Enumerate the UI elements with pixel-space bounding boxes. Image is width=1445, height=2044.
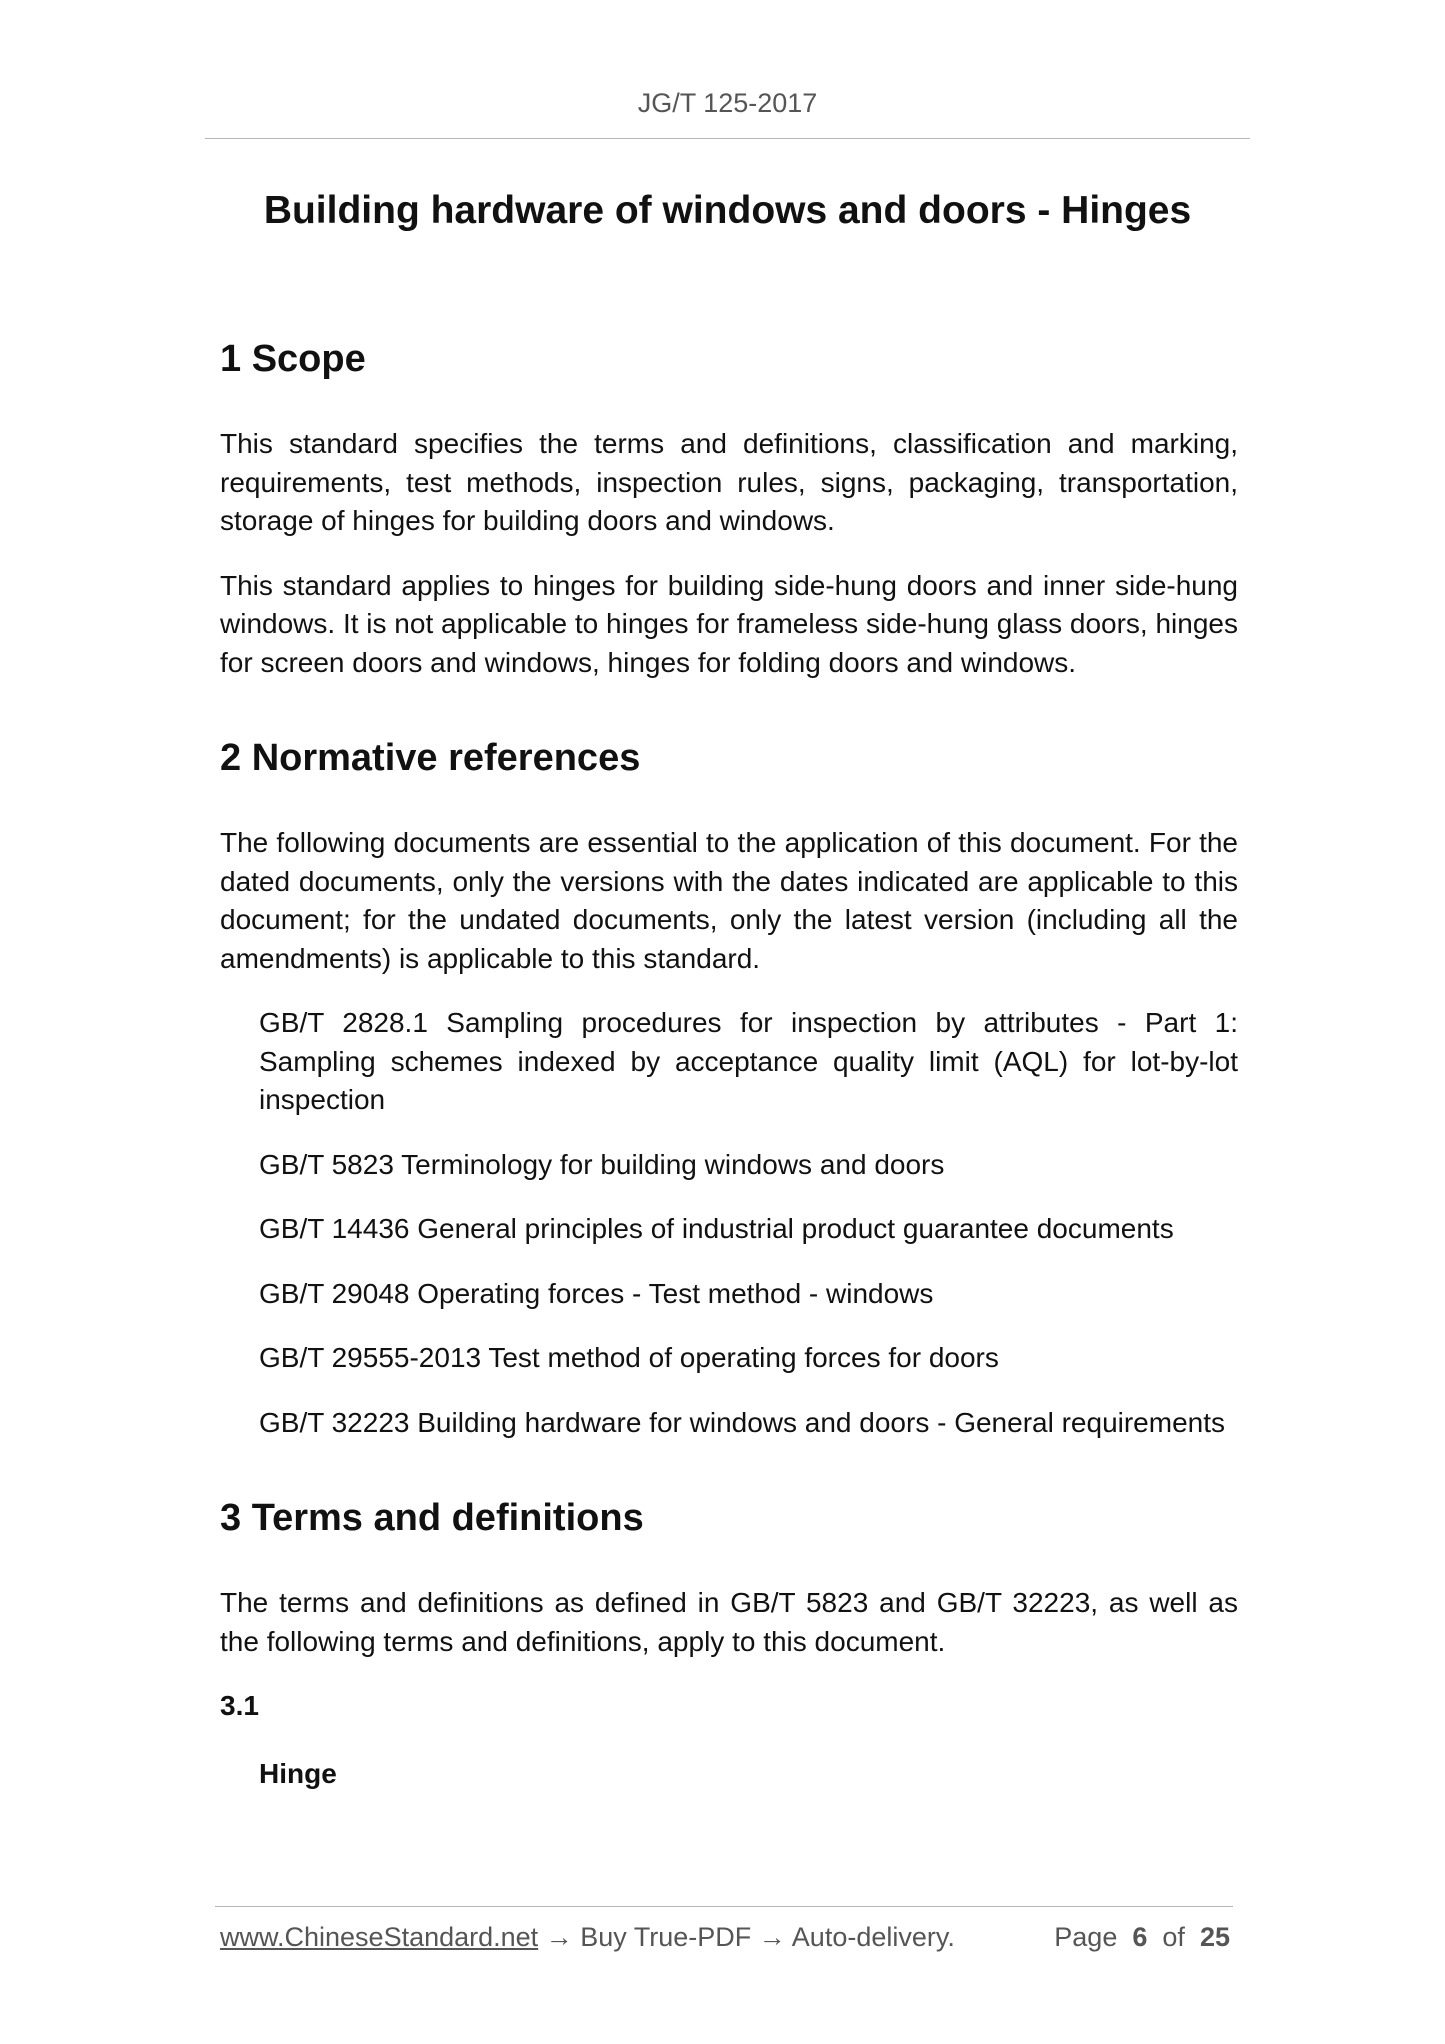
document-code-header: JG/T 125-2017 [637,88,818,118]
reference-item: GB/T 14436 General principles of industrial product guarantee documents [259,1213,1174,1244]
page-footer [220,1922,1230,1962]
header-divider [205,138,1250,139]
section-heading-terms-definitions: 3 Terms and definitions [220,1497,644,1539]
term-number: 3.1 [220,1690,259,1721]
arrow-right-icon: → [758,1922,786,1952]
reference-item: GB/T 29048 Operating forces - Test method - windows [259,1277,934,1309]
normative-intro-paragraph: The following documents are essential to the application of this document. For the dated documents, only the versions with the dates indicated are applicable to this document; for the undated documents, only the latest version (including all the amendments) is applicable to this standard. [220,827,1238,974]
document-body [220,335,1238,1793]
scope-paragraph-1: This standard specifies the terms and definitions, classification and marking, requirements, test methods, inspection rules, signs, packaging, transportation, storage of hinges for building doors and windows. [220,428,1238,536]
section-heading-normative-references: 2 Normative references [220,737,641,779]
delivery-text: Auto-delivery. [791,1922,955,1952]
total-pages-number: 25 [1199,1922,1230,1952]
page-of-label: of [1162,1922,1185,1952]
arrow-right-icon: → [545,1922,573,1952]
current-page-number: 6 [1132,1922,1148,1952]
footer-promo [220,1922,955,1953]
page-indicator [1054,1922,1230,1953]
reference-item: GB/T 2828.1 Sampling procedures for inspection by attributes - Part 1: Sampling schemes indexed by acceptance quality limit (AQL) for lot-by-lot inspection [259,1007,1238,1115]
footer-divider [215,1906,1233,1907]
reference-item: GB/T 32223 Building hardware for windows and doors - General requirements [259,1406,1225,1438]
reference-item: GB/T 5823 Terminology for building windows and doors [259,1148,945,1180]
scope-paragraph-2: This standard applies to hinges for building side-hung doors and inner side-hung windows. It is not applicable to hinges for frameless side-hung glass doors, hinges for screen doors and windows, hinges for folding doors and windows. [220,569,1238,678]
term-name: Hinge [259,1758,337,1789]
document-title: Building hardware of windows and doors - Hinges [263,189,1192,232]
terms-intro-paragraph: The terms and definitions as defined in GB/T 5823 and GB/T 32223, as well as the following terms and definitions, apply to this document. [220,1587,1238,1657]
reference-item: GB/T 29555-2013 Test method of operating forces for doors [259,1342,999,1373]
section-heading-scope: 1 Scope [220,338,366,380]
website-link[interactable]: www.ChineseStandard.net [220,1922,539,1952]
buy-text: Buy True-PDF [580,1922,752,1952]
page-label: Page [1054,1922,1118,1952]
